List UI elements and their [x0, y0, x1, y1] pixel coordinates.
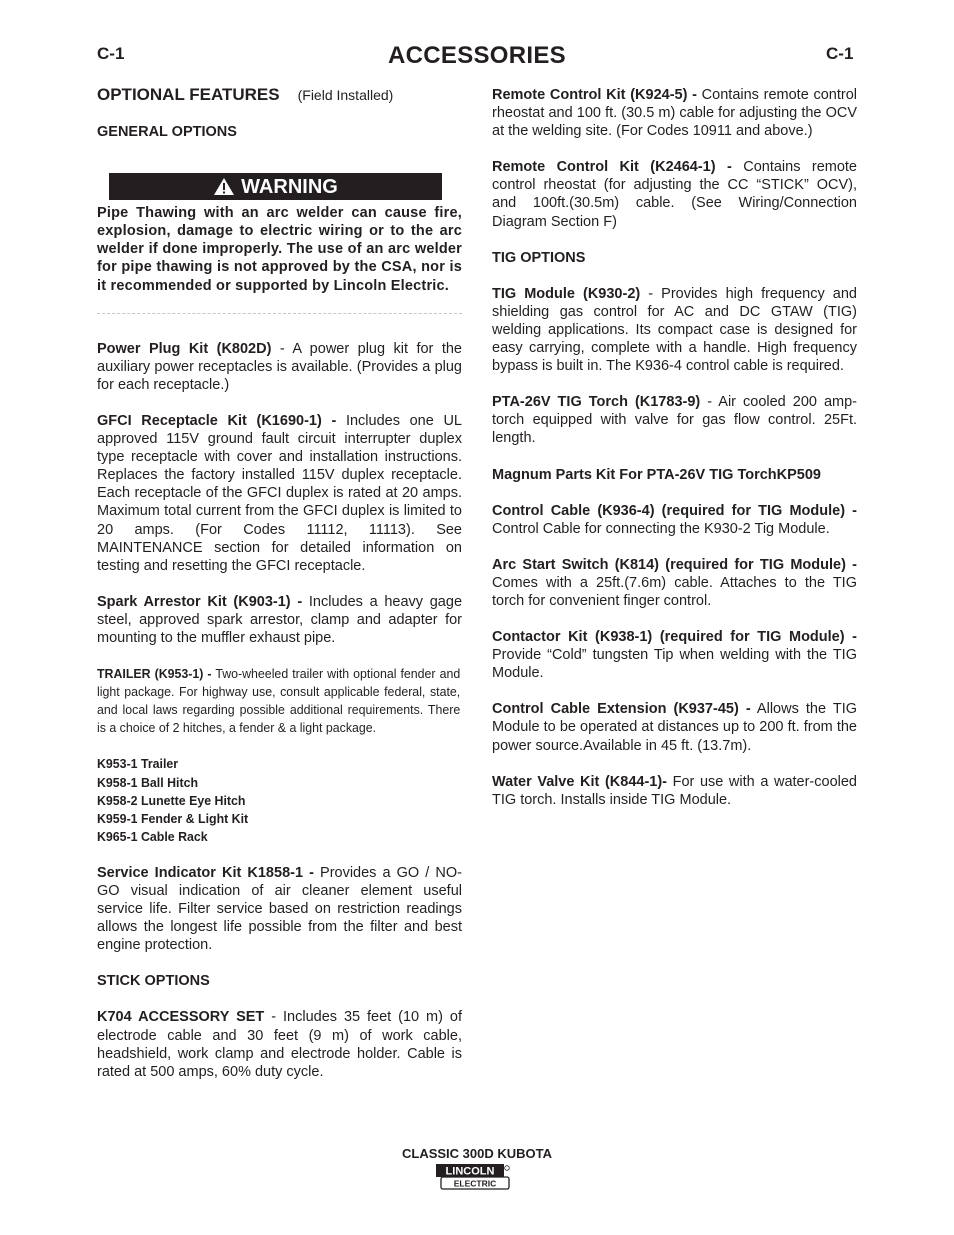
warning-label: WARNING — [241, 175, 338, 198]
item-title: Magnum Parts Kit For PTA-26V TIG TorchKP509 — [492, 466, 821, 483]
gfci-receptacle-kit — [97, 412, 462, 575]
item-title: Arc Start Switch (K814) (required for TIG Module) - — [492, 556, 857, 573]
water-valve-kit — [492, 773, 857, 809]
trailer-parts-list — [97, 755, 436, 845]
item-title: Power Plug Kit (K802D) — [97, 340, 272, 357]
list-item: K958-1 Ball Hitch — [97, 774, 199, 790]
item-text: Control Cable for connecting the K930-2 Tig Module. — [492, 520, 830, 537]
item-text: Two-wheeled trailer with optional fender and light package. For highway use, consult applicable federal, state, and local laws regarding possible additional requirements. There is a choice of 2 hitches, a fender & a light package. — [97, 666, 461, 736]
page-code-right: C-1 — [826, 44, 854, 63]
pta-26v-tig-torch — [492, 393, 857, 447]
item-title: TRAILER (K953-1) - — [97, 666, 212, 682]
spark-arrestor-kit — [97, 593, 462, 647]
page-code-left: C-1 — [97, 44, 125, 63]
item-title: Control Cable Extension (K937-45) - — [492, 701, 751, 718]
tig-options-heading: TIG OPTIONS — [492, 249, 586, 266]
item-title: Service Indicator Kit K1858-1 - — [97, 864, 314, 881]
k704-accessory-set — [97, 1008, 462, 1080]
warning-icon — [213, 177, 235, 196]
remote-control-kit-k2464 — [492, 158, 857, 230]
item-text: Includes a heavy gage steel, approved spark arrestor, clamp and adapter for mounting to the muffler exhaust pipe. — [97, 593, 463, 646]
logo-top-text: LINCOLN — [445, 1165, 495, 1178]
remote-control-kit-k924 — [492, 86, 857, 140]
trailer-description — [97, 665, 460, 737]
item-text: Provides a GO / NO-GO visual indication of air cleaner element useful service life. Filter service based on restriction readings allows the longest life possible from the filter and best engine protection. — [97, 864, 462, 954]
stick-options-heading: STICK OPTIONS — [97, 973, 210, 990]
lincoln-electric-logo — [435, 1163, 511, 1190]
magnum-parts-kit — [492, 466, 857, 484]
optional-features-title: OPTIONAL FEATURES — [97, 85, 280, 104]
list-item: K958-2 Lunette Eye Hitch — [97, 792, 246, 808]
service-indicator-kit — [97, 864, 462, 954]
contactor-kit — [492, 628, 857, 682]
item-title: TIG Module (K930-2) — [492, 285, 641, 302]
arc-start-switch — [492, 556, 857, 610]
item-text: Comes with a 25ft.(7.6m) cable. Attaches to the TIG torch for convenient finger control. — [492, 574, 857, 609]
item-title: GFCI Receptacle Kit (K1690-1) - — [97, 412, 337, 429]
item-text: Includes one UL approved 115V ground fault circuit interrupter duplex type receptacle with cover and installation instructions. Replaces the factory installed 115V duplex receptacle. Each receptacle of the GFCI duplex is rated at 20 amps. Maximum total current from the GFCI duplex is limited to 20 amps. (For Codes 11112, 11113). See MAINTENANCE section for detailed information on testing and resetting the GFCI receptacle. — [97, 412, 462, 574]
list-item: K959-1 Fender & Light Kit — [97, 810, 249, 826]
item-title: Spark Arrestor Kit (K903-1) - — [97, 593, 303, 610]
right-column — [492, 86, 857, 827]
list-item: K965-1 Cable Rack — [97, 828, 208, 844]
item-text: Provide “Cold” tungsten Tip when welding with the TIG Module. — [492, 647, 857, 682]
power-plug-kit — [97, 340, 462, 394]
general-options-heading: GENERAL OPTIONS — [97, 124, 237, 141]
item-text: - Air cooled 200 amp-torch equipped with valve for gas flow control. 25Ft. length. — [492, 394, 857, 447]
control-cable — [492, 502, 857, 538]
item-title: Water Valve Kit (K844-1)- — [492, 773, 668, 790]
item-title: PTA-26V TIG Torch (K1783-9) — [492, 394, 701, 411]
item-title: Contactor Kit (K938-1) (required for TIG Module) - — [492, 629, 857, 646]
item-title: Remote Control Kit (K2464-1) - — [492, 159, 732, 176]
item-text: Contains remote control rheostat and 100 ft. (30.5 m) cable for adjusting the OCV at the welding site. (For Codes 10911 and above.) — [492, 87, 857, 140]
left-column — [97, 86, 462, 1099]
tig-module — [492, 285, 857, 375]
item-text: Allows the TIG Module to be operated at distances up to 200 ft. from the power source.Available in 45 ft. (13.7m). — [492, 701, 858, 754]
page-title: ACCESSORIES — [387, 42, 566, 69]
item-title: Control Cable (K936-4) (required for TIG Module) - — [492, 502, 857, 519]
footer-model-name: CLASSIC 300D KUBOTA — [401, 1146, 552, 1161]
item-text: - Provides high frequency and shielding gas control for AC and DC GTAW (TIG) welding applications. Its compact case is designed for easy carrying, complete with a handle. High frequency bypass is built in. The K936-4 control cable is required. — [492, 285, 857, 375]
optional-features-subtitle: (Field Installed) — [297, 87, 394, 103]
item-text: For use with a water-cooled TIG torch. Installs inside TIG Module. — [492, 773, 857, 808]
logo-bottom-text: ELECTRIC — [453, 1178, 497, 1189]
item-title: Remote Control Kit (K924-5) - — [492, 87, 697, 103]
item-text: - Includes 35 feet (10 m) of electrode cable and 30 feet (9 m) of work cable, headshield, work clamp and electrode holder. Cable is rated at 500 amps, 60% duty cycle. — [97, 1009, 463, 1080]
item-text: Contains remote control rheostat (for adjusting the CC “STICK” OCV), and 100ft.(30.5m) cable. (See Wiring/Connection Diagram Section F) — [492, 159, 857, 230]
divider — [97, 313, 462, 314]
item-text: - A power plug kit for the auxiliary power receptacles is available. (Provides a plug for each receptacle.) — [97, 340, 462, 393]
control-cable-extension — [492, 700, 857, 754]
warning-text: Pipe Thawing with an arc welder can cause fire, explosion, damage to electric wiring or to the arc welder if done improperly. The use of an arc welder for pipe thawing is not approved by the CSA, nor is it recommended or supported by Lincoln Electric. — [97, 205, 462, 294]
item-title: K704 ACCESSORY SET — [97, 1009, 265, 1026]
list-item: K953-1 Trailer — [97, 756, 179, 772]
warning-banner — [109, 173, 442, 200]
optional-features-heading — [97, 86, 462, 105]
